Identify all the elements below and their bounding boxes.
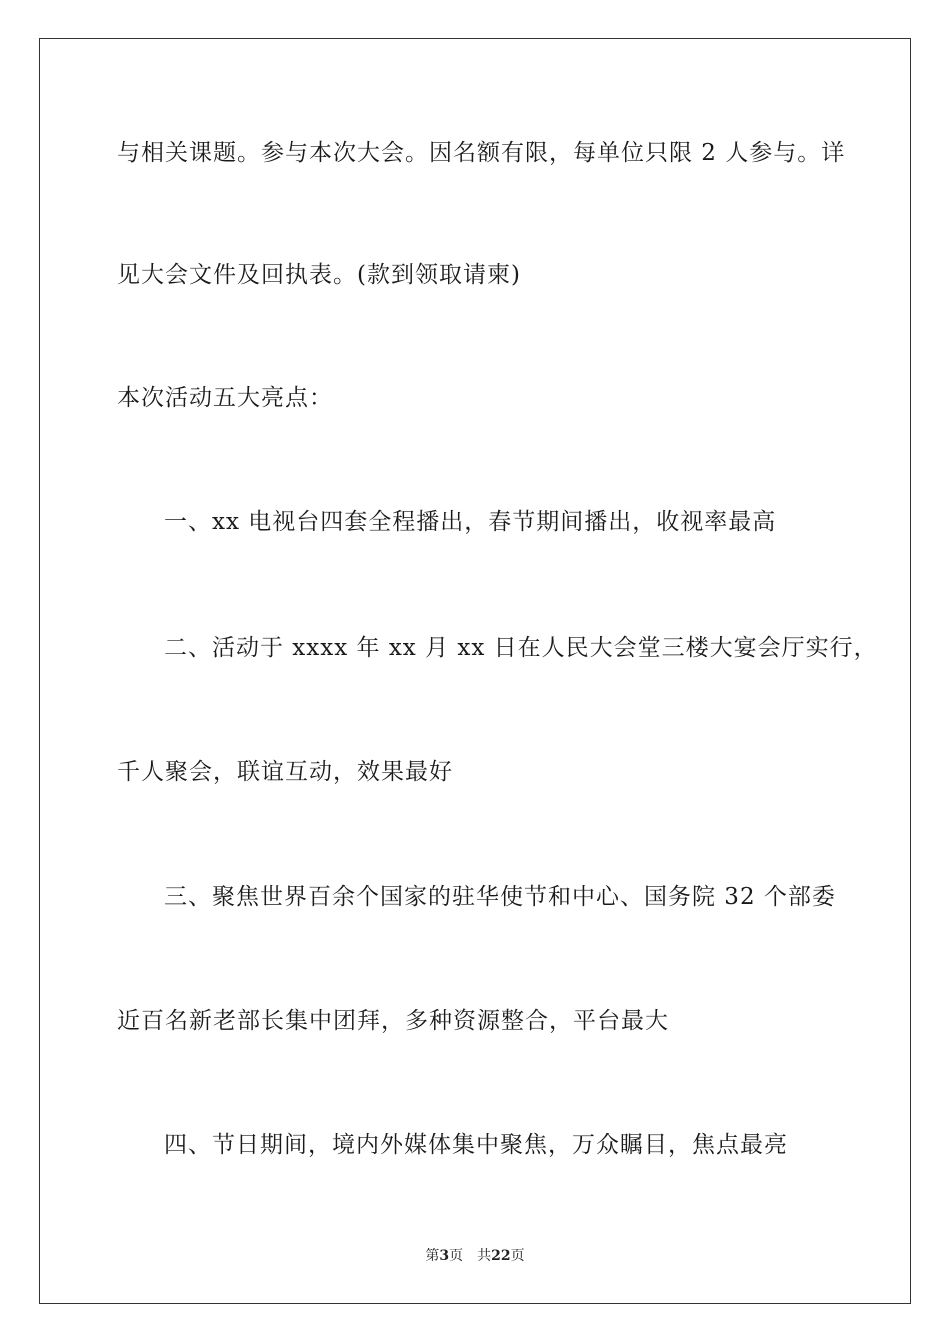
page-suffix: 页 — [449, 1248, 464, 1264]
highlight-item-3: 三、聚焦世界百余个国家的驻华使节和中心、国务院 32 个部委 — [164, 884, 836, 910]
total-pages: 22 — [491, 1248, 511, 1264]
highlights-heading: 本次活动五大亮点： — [117, 385, 333, 411]
highlight-item-2-continued: 千人聚会，联谊互动，效果最好 — [117, 759, 453, 785]
paragraph-line-1: 与相关课题。参与本次大会。因名额有限，每单位只限 2 人参与。详 — [117, 140, 846, 166]
page-footer — [0, 1246, 950, 1266]
highlight-item-1: 一、xx 电视台四套全程播出，春节期间播出，收视率最高 — [164, 509, 777, 535]
highlight-item-3-continued: 近百名新老部长集中团拜，多种资源整合，平台最大 — [117, 1008, 669, 1034]
total-prefix: 共 — [477, 1248, 492, 1264]
page-border — [39, 38, 911, 1304]
page-prefix: 第 — [425, 1248, 440, 1264]
total-suffix: 页 — [510, 1248, 525, 1264]
paragraph-line-2: 见大会文件及回执表。(款到领取请柬) — [117, 262, 521, 288]
highlight-item-2: 二、活动于 xxxx 年 xx 月 xx 日在人民大会堂三楼大宴会厅实行， — [164, 635, 878, 661]
page-number: 3 — [439, 1248, 450, 1264]
highlight-item-4: 四、节日期间，境内外媒体集中聚焦，万众瞩目，焦点最亮 — [164, 1132, 788, 1158]
